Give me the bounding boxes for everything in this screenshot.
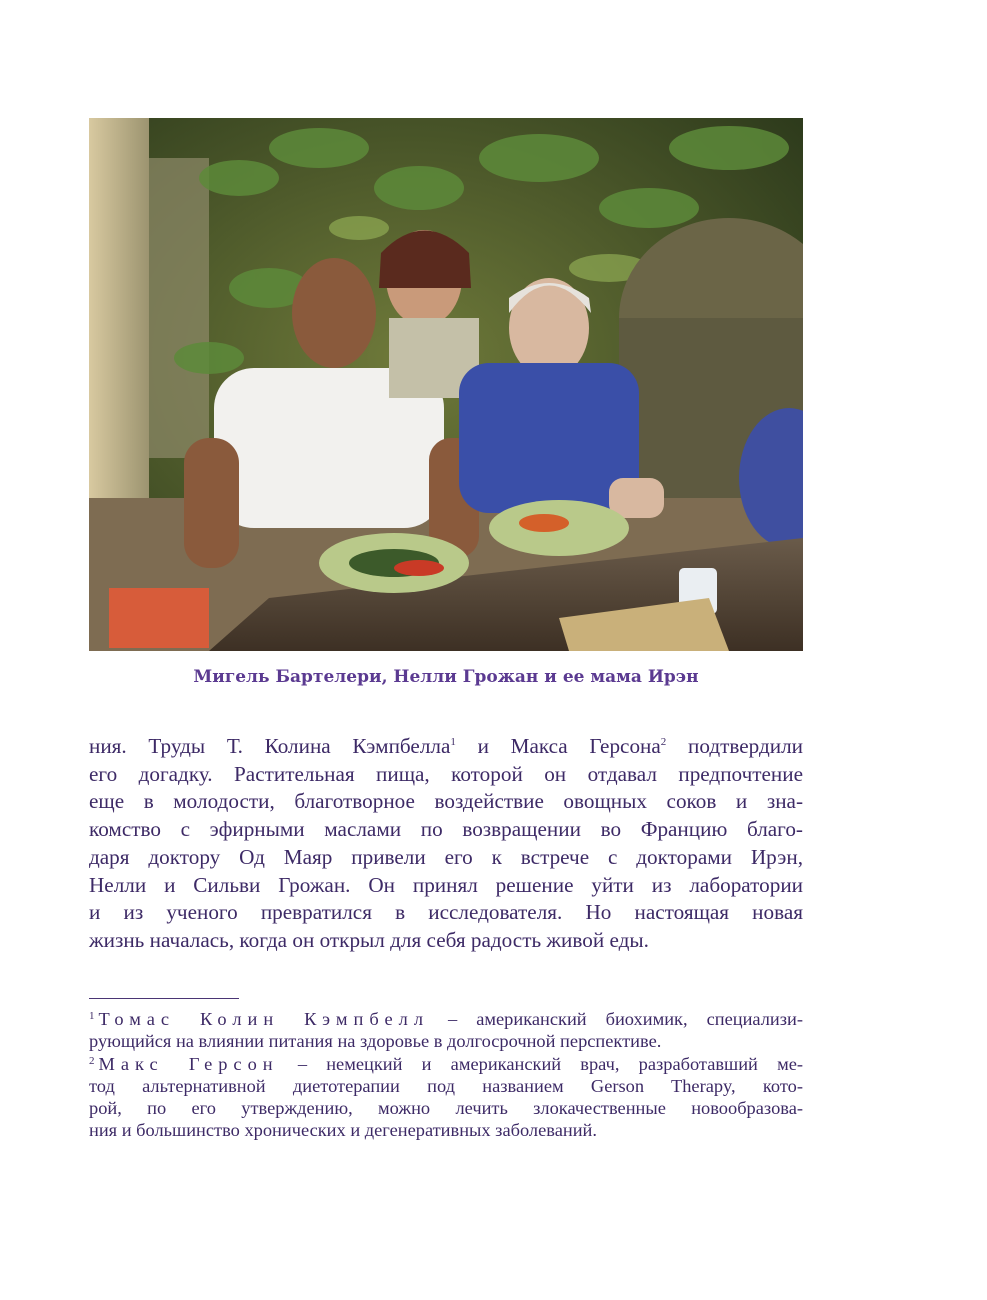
body-line-5: даря доктору Од Маяр привели его к встрече с докторами Ирэн, [89, 844, 803, 869]
body-line-2: его догадку. Растительная пища, которой он отдавал предпочтение [89, 761, 803, 786]
footnote-2-number: 2 [89, 1054, 95, 1067]
photo-illustration [89, 118, 803, 651]
footnote-mark-1[interactable]: 1 [450, 736, 456, 748]
footnote-2-line-3: рой, по его утверждению, можно лечить злокачественные новообразова- [89, 1098, 803, 1119]
footnote-mark-2[interactable]: 2 [660, 736, 667, 748]
footnote-1-number: 1 [89, 1010, 95, 1022]
footnote-2-line-4: ния и большинство хронических и дегенеративных заболеваний. [89, 1120, 597, 1141]
footnote-2-name: Макс Герсон [98, 1053, 279, 1074]
body-paragraph [89, 733, 803, 955]
photo [89, 118, 803, 651]
photo-caption: Мигель Бартелери, Нелли Грожан и ее мама Ирэн [193, 667, 699, 687]
footnote-1-line-1: $^1$ Томас Колин Кэмпбелл – американский биохимик, специализи- [89, 1009, 803, 1029]
footnote-divider [89, 998, 239, 999]
body-line-6: Нелли и Сильви Грожан. Он принял решение уйти из лаборатории [89, 872, 803, 897]
footnote-2-line-1: $^2$ Макс Герсон – немецкий и американский врач, разработавший ме- [89, 1053, 803, 1074]
body-line-4: комство с эфирными маслами по возвращении во Францию благо- [89, 817, 803, 842]
body-line-7: и из ученого превратился в исследователя. Но настоящая новая [89, 900, 803, 925]
footnote-1-line-2: рующийся на влиянии питания на здоровье в долгосрочной перспективе. [89, 1031, 662, 1052]
footnotes [89, 1008, 803, 1142]
body-line-8: жизнь началась, когда он открыл для себя радость живой еды. [89, 927, 649, 952]
body-line-3: еще в молодости, благотворное воздействие овощных соков и зна- [89, 789, 803, 814]
footnote-2-line-2: тод альтернативной диетотерапии под названием Gerson Therapy, кото- [89, 1075, 803, 1096]
body-line-1: ния. Труды Т. Колина Кэмпбелла$^1$ и Макса Герсона$^2$ подтвердили [89, 734, 803, 758]
footnote-1-name: Томас Колин Кэмпбелл [98, 1009, 430, 1029]
